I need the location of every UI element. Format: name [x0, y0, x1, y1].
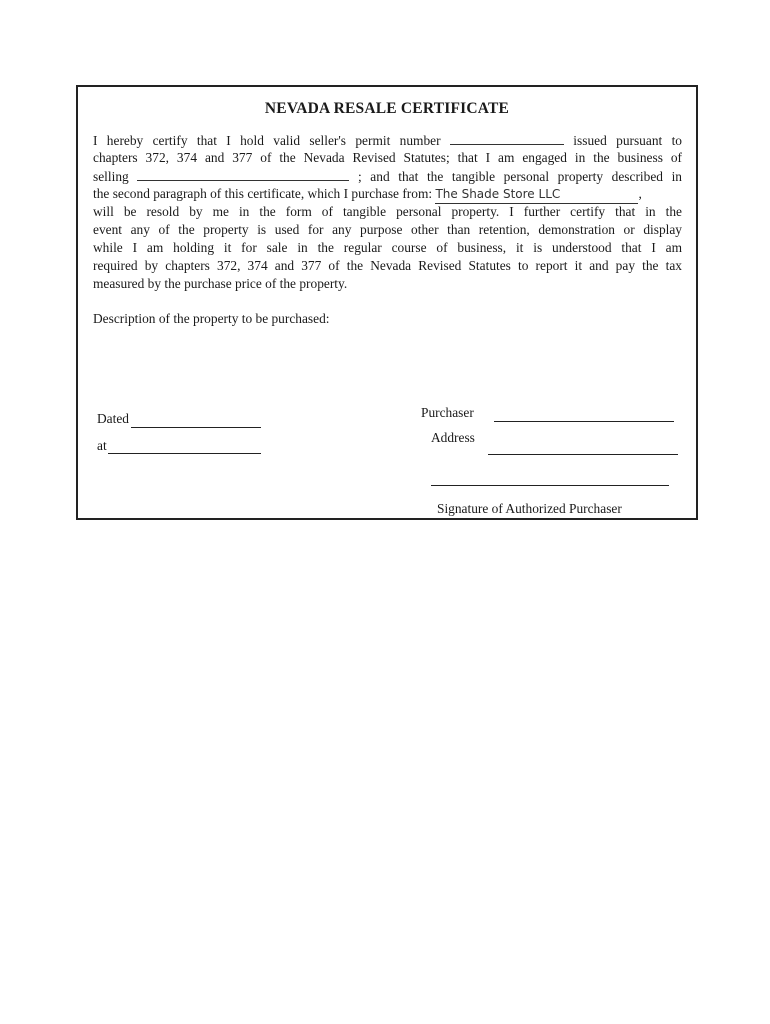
description-label: Description of the property to be purchased: [93, 311, 330, 326]
seller-permit-number-field[interactable] [450, 131, 564, 145]
text-segment: the second paragraph of this certificate, which I purchase from: [93, 186, 433, 201]
address-field[interactable] [488, 454, 678, 455]
resale-certificate [76, 85, 698, 520]
at-label: at [97, 438, 107, 453]
paragraph-line-4 [93, 185, 682, 204]
text-segment: issued pursuant to [573, 133, 683, 148]
paragraph-line-8: required by chapters 372, 374 and 377 of the Nevada Revised Statutes to report it and pay the tax [93, 258, 682, 273]
text-segment: ; and that the tangible personal property described in [357, 169, 682, 184]
text-segment: I hereby certify that I hold valid seller's permit number [93, 133, 441, 148]
seller-name-field[interactable] [435, 185, 638, 204]
address-label: Address [431, 430, 475, 445]
text-segment: , [638, 186, 642, 201]
purchaser-label: Purchaser [421, 405, 474, 420]
dated-label: Dated [97, 411, 129, 426]
at-location-field[interactable] [108, 453, 261, 454]
purchaser-field[interactable] [494, 421, 674, 422]
dated-field[interactable] [131, 427, 261, 428]
paragraph-line-3 [93, 167, 682, 186]
paragraph-line-6: event any of the property is used for any purpose other than retention, demonstration or display [93, 222, 682, 237]
paragraph-line-9: measured by the purchase price of the property. [93, 276, 348, 291]
paragraph-line-2: chapters 372, 374 and 377 of the Nevada Revised Statutes; that I am engaged in the business of [93, 150, 682, 165]
signature-field[interactable] [431, 485, 669, 486]
signature-label: Signature of Authorized Purchaser [437, 501, 622, 516]
paragraph-line-7: while I am holding it for sale in the regular course of business, it is understood that I am [93, 240, 682, 255]
business-selling-field[interactable] [137, 167, 349, 181]
certificate-title: NEVADA RESALE CERTIFICATE [264, 100, 510, 117]
paragraph-line-5: will be resold by me in the form of tangible personal property. I further certify that in the [93, 204, 682, 219]
paragraph-line-1 [93, 131, 682, 150]
text-segment: selling [93, 169, 129, 184]
seller-name-value: The Shade Store LLC [435, 187, 561, 201]
